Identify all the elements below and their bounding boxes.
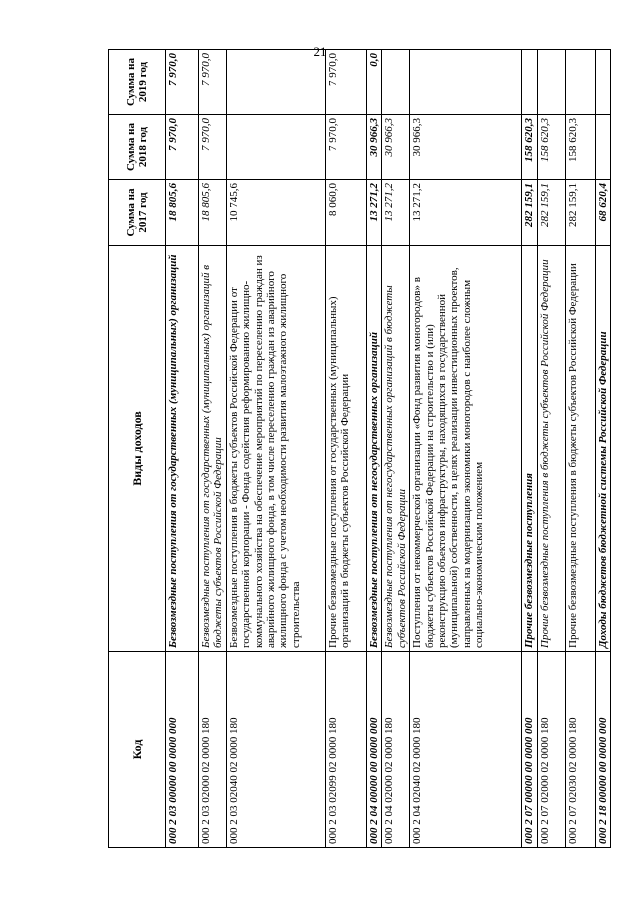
row-2019 [595, 50, 610, 115]
row-2017: 13 271,2 [382, 180, 410, 246]
row-2018: 158 620,3 [565, 115, 595, 180]
row-2018: 30 966,3 [410, 115, 522, 180]
row-2017: 68 620,4 [595, 180, 610, 246]
row-name: Безвозмездные поступления в бюджеты субъектов Российской Федерации от государственной корпорации - Фонда содействия реформированию жилищно-коммунального хозяйства на обеспечение мероприятий по переселению граждан из аварийного жилищного фонда, в том числе переселению граждан из аварийного жилищного фонда с учетом необходимости развития малоэтажного жилищного строительства [226, 246, 325, 652]
row-code: 000 2 03 02000 02 0000 180 [199, 652, 227, 848]
row-2018: 7 970,0 [166, 115, 199, 180]
row-2019: 7 970,0 [325, 50, 366, 115]
row-2018 [226, 115, 325, 180]
row-2017: 282 159,1 [522, 180, 537, 246]
row-2019: 7 970,0 [166, 50, 199, 115]
row-name: Безвозмездные поступления от негосударственных организаций в бюджеты субъектов Российской Федерации [382, 246, 410, 652]
row-name: Прочие безвозмездные поступления от государственных (муниципальных) организаций в бюджеты субъектов Российской Федерации [325, 246, 366, 652]
page-number: 21 [313, 44, 327, 59]
row-name: Безвозмездные поступления от государственных (муниципальных) организаций в бюджеты субъектов Российской Федерации [199, 246, 227, 652]
row-2018: 7 970,0 [325, 115, 366, 180]
table-row [565, 50, 595, 848]
row-code: 000 2 03 00000 00 0000 000 [166, 652, 199, 848]
rotated-page-content [108, 50, 609, 848]
row-2019 [226, 50, 325, 115]
row-2017: 8 060,0 [325, 180, 366, 246]
row-2019 [522, 50, 537, 115]
row-2018: 158 620,3 [537, 115, 565, 180]
table-row [199, 50, 227, 848]
row-code: 000 2 03 02099 02 0000 180 [325, 652, 366, 848]
row-2018: 158 620,3 [522, 115, 537, 180]
row-2017: 13 271,2 [366, 180, 381, 246]
header-2018: Сумма на 2018 год [109, 115, 166, 180]
row-2018: 30 966,3 [366, 115, 381, 180]
table-row [366, 50, 381, 848]
row-name: Безвозмездные поступления от государственных (муниципальных) организаций [166, 246, 199, 652]
row-name: Прочие безвозмездные поступления [522, 246, 537, 652]
row-2018: 30 966,3 [382, 115, 410, 180]
row-name: Прочие безвозмездные поступления в бюджеты субъектов Российской Федерации [537, 246, 565, 652]
row-2019: 7 970,0 [199, 50, 227, 115]
row-code: 000 2 04 00000 00 0000 000 [366, 652, 381, 848]
row-2018 [595, 115, 610, 180]
table-row [382, 50, 410, 848]
row-code: 000 2 07 02000 02 0000 180 [537, 652, 565, 848]
row-2017: 18 805,6 [199, 180, 227, 246]
row-2017: 282 159,1 [537, 180, 565, 246]
row-code: 000 2 04 02040 02 0000 180 [410, 652, 522, 848]
row-2017: 18 805,6 [166, 180, 199, 246]
table-header-row [109, 50, 166, 848]
row-code: 000 2 03 02040 02 0000 180 [226, 652, 325, 848]
table-row [595, 50, 610, 848]
revenue-table [108, 49, 611, 848]
row-2019: 0,0 [366, 50, 381, 115]
table-row [522, 50, 537, 848]
row-2019 [382, 50, 410, 115]
row-2017: 13 271,2 [410, 180, 522, 246]
row-2018: 7 970,0 [199, 115, 227, 180]
header-2017: Сумма на 2017 год [109, 180, 166, 246]
row-2017: 282 159,1 [565, 180, 595, 246]
row-code: 000 2 07 02030 02 0000 180 [565, 652, 595, 848]
table-row [226, 50, 325, 848]
row-name: Доходы бюджетов бюджетной системы Российской Федерации [595, 246, 610, 652]
table-row [537, 50, 565, 848]
row-2017: 10 745,6 [226, 180, 325, 246]
row-name: Безвозмездные поступления от негосударственных организаций [366, 246, 381, 652]
row-2019 [537, 50, 565, 115]
row-name: Прочие безвозмездные поступления в бюджеты субъектов Российской Федерации [565, 246, 595, 652]
row-code: 000 2 18 00000 00 0000 000 [595, 652, 610, 848]
table-row [410, 50, 522, 848]
table-row [325, 50, 366, 848]
header-2019: Сумма на 2019 год [109, 50, 166, 115]
row-2019 [410, 50, 522, 115]
row-code: 000 2 04 02000 02 0000 180 [382, 652, 410, 848]
row-code: 000 2 07 00000 00 0000 000 [522, 652, 537, 848]
table-row [166, 50, 199, 848]
header-income-type: Виды доходов [109, 246, 166, 652]
row-name: Поступления от некоммерческой организации «Фонд развития моногородов» в бюджеты субъектов Российской Федерации на строительство и (или) реконструкцию объектов инфраструктуры, находящихся в государственной (муниципальной) собственности, в целях реализации инвестиционных проектов, направленных на модернизацию экономики моногородов с наиболее сложным социально-экономическим положением [410, 246, 522, 652]
row-2019 [565, 50, 595, 115]
header-code: Код [109, 652, 166, 848]
